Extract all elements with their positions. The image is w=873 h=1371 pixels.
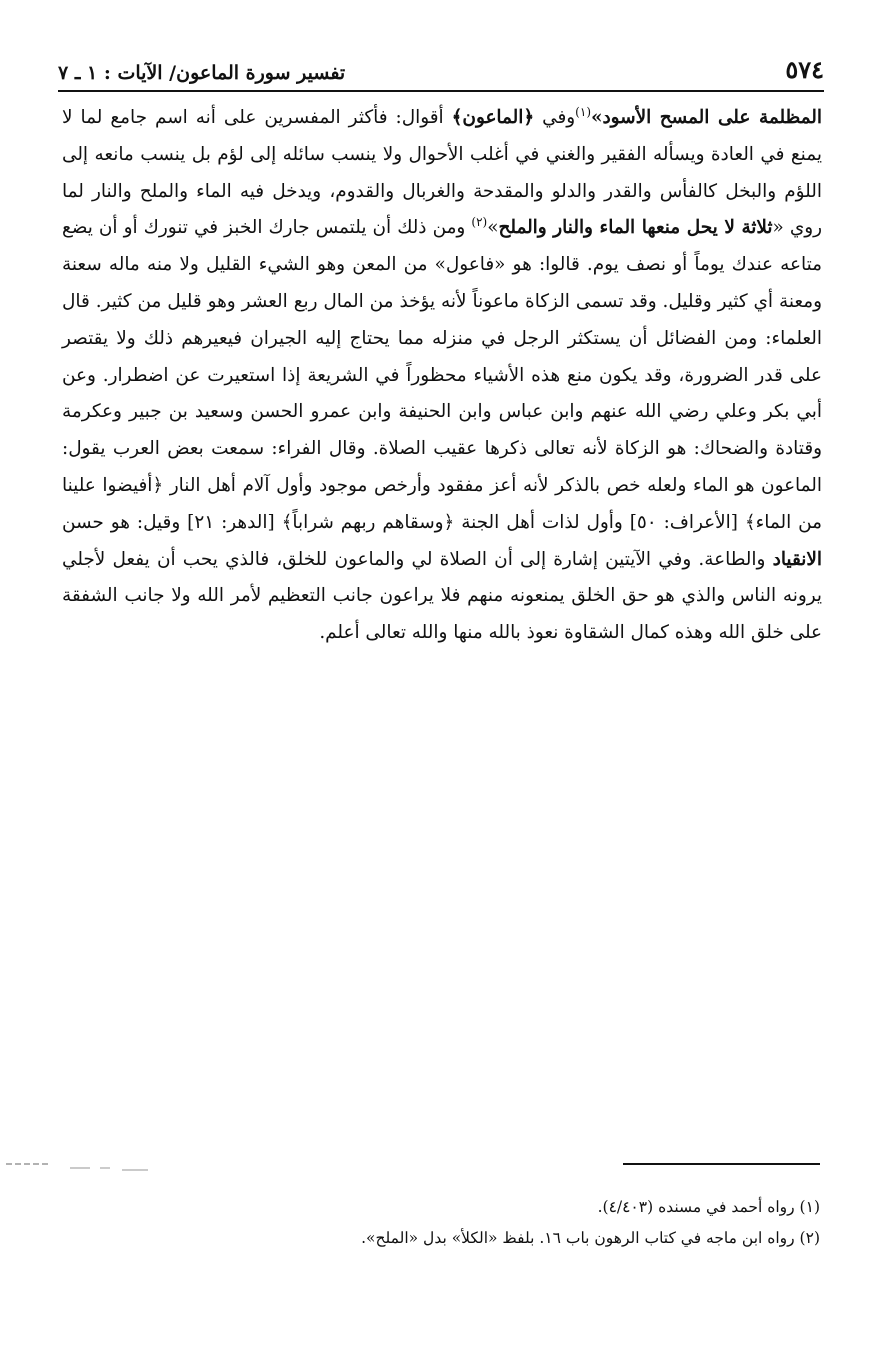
main-text: [62, 100, 822, 652]
page-number: ٥٧٤: [785, 55, 824, 84]
page-header: [58, 48, 824, 84]
footnote-ref-2: (٢): [471, 215, 488, 230]
running-title: تفسير سورة الماعون/ الآيات : ١ ـ ٧: [58, 62, 346, 84]
hadith-quote: ثلاثة لا يحل منعها الماء والنار والملح: [498, 217, 773, 239]
scan-artifact: [2, 1160, 152, 1174]
text-run: »: [487, 217, 499, 239]
text-run: وفي: [534, 107, 576, 128]
text-run: أقوال: فأكثر المفسرين على أنه اسم جامع لما لا يمنع في العادة ويسأله الفقير والغني في أغلب الأحوال ولا ينسب سائله إلى لؤم بل ينسب مانعه إلى اللؤم والبخل كالفأس والقدر والدلو والمقدحة والغربال والقدوم، ويدخل فيه الماء والملح والنار لما روي «: [62, 107, 822, 239]
footnote-ref-1: (١): [575, 104, 591, 119]
text-run: ومن ذلك أن يلتمس جارك الخبز في تنورك أو أن يضع متاعه عندك يوماً أو نصف يوم. قالوا: هو «فاعول» من المعن وهو الشيء القليل ولا منه ماله سعنة ومعنة أي كثير وقليل. وقد تسمى الزكاة ماعوناً لأنه يؤخذ من المال ربع العشر وهو قليل من كثير. قال العلماء: ومن الفضائل أن يستكثر الرجل في منزله مما يحتاج إليه الجيران فيعيرهم ذلك ولا يقتصر على قدر الضرورة، وقد يكون منع هذه الأشياء محظوراً في الشريعة إذا استعيرت عن اضطرار. وعن أبي بكر وعلي رضي الله عنهم وابن عباس وابن الحنيفة وابن عمرو الحسن وسعيد بن جبير وعكرمة وقتادة والضحاك: هو الزكاة لأنه تعالى ذكرها عقيب الصلاة. وقال الفراء: سمعت بعض العرب يقول: الماعون هو الماء ولعله خص بالذكر لأنه أعز مفقود وأرخص موجود وأول آلام أهل النار ﴿أفيضوا علينا من الماء﴾ [الأعراف: ٥٠] وأول لذات أهل الجنة ﴿وسقاهم ربهم شراباً﴾ [الدهر: ٢١] وقيل: هو حسن: [62, 217, 822, 533]
bold-term: ﴿الماعون﴾: [451, 107, 535, 128]
footnote-1: (١) رواه أحمد في مسنده (٤/٤٠٣).: [597, 1198, 820, 1216]
footnotes: [100, 1192, 820, 1254]
bold-phrase: المظلمة على المسح الأسود»: [591, 107, 822, 128]
footnote-2: (٢) رواه ابن ماجه في كتاب الرهون باب ١٦. بلفظ «الكلأ» بدل «الملح».: [361, 1229, 820, 1247]
paragraph: [62, 100, 822, 652]
header-divider: [58, 90, 824, 92]
text-run: والطاعة. وفي الآيتين إشارة إلى أن الصلاة لي والماعون للخلق، فالذي يحب أن يفعل لأجلي يرونه الناس والذي هو حق الخلق يمنعونه منهم فلا يراعون جانب التعظيم لأمر الله ولا جانب الشفقة على خلق الله وهذه كمال الشقاوة نعوذ بالله منها والله تعالى أعلم.: [62, 548, 822, 644]
footnote-divider: [623, 1163, 820, 1165]
bold-term: الانقياد: [772, 548, 822, 570]
